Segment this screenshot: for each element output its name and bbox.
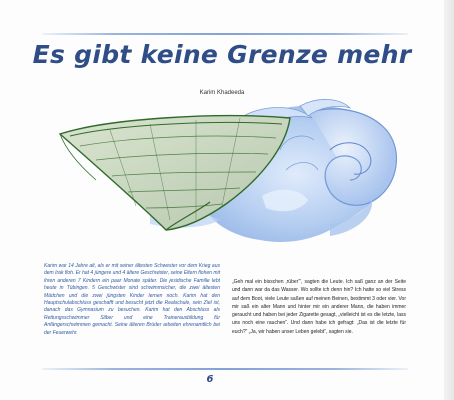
author-name: Karim Khadeeda	[199, 90, 245, 96]
page-number: 6	[206, 374, 214, 385]
story-paragraph: „Geh mal ein bisschen ‚rüber‘“, sagten die Leute. Ich saß ganz an der Seite und dann war da das Wasser. Wo sollte ich denn hin? Ich hatte so viel Stress auf dem Boot, viele Leute saßen auf meinen Beinen, bestimmt 3 oder vier. Vor mir saß ein alter Mann und hinter mir ein anderer Mann, die haben immer geraucht und haben bei jeder Zigarette gesagt, „vielleicht ist es die letzte, lass uns noch eine rauchen“. Und dann habe ich gefragt: „Das ist die letzte für euch?“ „Ja, wir haben unser Leben gelebt“, sagten sie.	[232, 279, 406, 335]
page-title: Es gibt keine Grenze mehr	[32, 40, 412, 69]
bottom-divider	[42, 368, 408, 370]
intro-paragraph: Karim war 14 Jahre alt, als er mit seiner ältesten Schwester vor dem Krieg aus dem Irak floh. Er hat 4 jüngere und 4 ältere Geschwister, seine Eltern flohen mit ihren anderen 7 Kindern ein paar Monate später. Die jesidische Familie lebt heute in Tübingen. 5 Geschwister sind schwimmsicher, die zwei ältesten Mädchen und die zwei jüngsten Kinder lernen noch. Karim hat den Hauptschulabschluss geschafft und besucht jetzt die Realschule, sein Ziel ist, danach das Gymnasium zu besuchen. Karim hat den Abschluss als Rettungsschwimmer Silber und eine Trainerausbildung für Anfängerschwimmen gemacht. Seine älteren Brüder arbeiten ehrenamtlich bei der Feuerwehr.	[44, 263, 220, 336]
